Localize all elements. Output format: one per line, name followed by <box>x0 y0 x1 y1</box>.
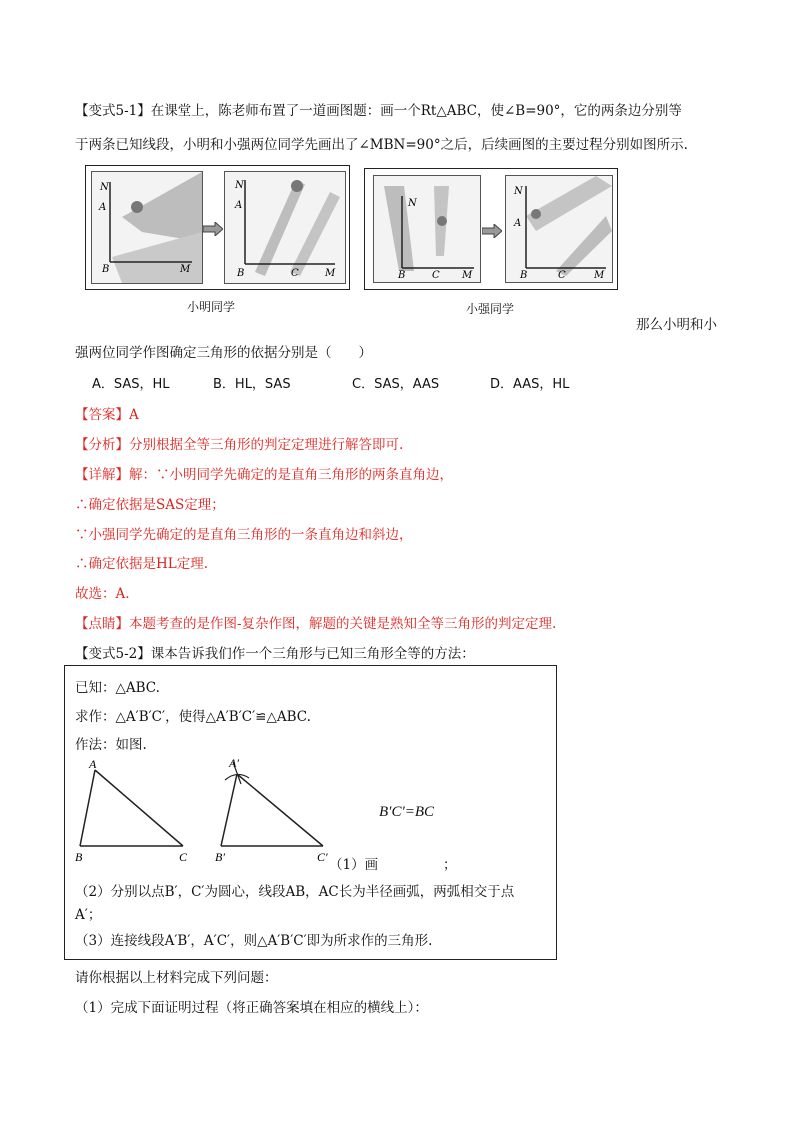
xiaoqiang-figure <box>364 168 618 290</box>
construction-box <box>64 665 557 960</box>
svg-text:M: M <box>462 270 473 281</box>
xiaoming-step1-photo <box>91 171 203 284</box>
label-b: B <box>75 850 83 864</box>
option-c[interactable]: C．SAS，AAS <box>352 377 440 392</box>
svg-text:B: B <box>398 270 406 281</box>
label-c2: C′ <box>317 850 328 864</box>
detail-line1: 【详解】解：∵小明同学先确定的是直角三角形的两条直角边， <box>75 467 453 483</box>
svg-text:B: B <box>520 270 528 281</box>
svg-text:A: A <box>514 218 522 229</box>
svg-text:A: A <box>235 200 243 211</box>
step1-line: （1）画 <box>329 857 379 873</box>
triangle-figures <box>75 758 345 868</box>
xiaoming-figure <box>85 165 350 290</box>
construct-line: 求作：△A′B′C′，使得△A′B′C′≌△ABC. <box>75 709 311 725</box>
option-a[interactable]: A．SAS，HL <box>92 377 170 392</box>
xiaoqiang-step1-photo <box>373 175 481 283</box>
step2-line-a: （2）分别以点B′，C′为圆心，线段AB，AC长为半径画弧，两弧相交于点 <box>75 884 515 900</box>
problem1-tail: 那么小明和小 <box>636 317 717 333</box>
svg-text:C: C <box>291 268 299 279</box>
right-arrow-icon <box>203 222 223 240</box>
method-line: 作法：如图. <box>75 737 147 753</box>
bc-equation: B′C′=BC <box>379 804 435 820</box>
svg-text:M: M <box>180 264 191 275</box>
svg-text:N: N <box>100 182 109 193</box>
right-arrow-icon <box>482 224 502 242</box>
option-d[interactable]: D．AAS，HL <box>490 377 570 392</box>
detail-line5: 故选：A. <box>75 586 130 602</box>
problem2-intro: 【变式5-2】课本告诉我们作一个三角形与已知三角形全等的方法： <box>75 646 475 662</box>
svg-text:C: C <box>432 270 440 281</box>
svg-text:N: N <box>235 180 244 191</box>
svg-text:M: M <box>325 268 336 279</box>
answer-line: 【答案】A <box>75 407 139 423</box>
label-c: C <box>179 850 188 864</box>
detail-line3: ∵小强同学先确定的是直角三角形的一条直角边和斜边， <box>75 527 413 543</box>
svg-text:B: B <box>102 264 110 275</box>
question-intro: 请你根据以上材料完成下列问题： <box>75 970 278 986</box>
question-1: （1）完成下面证明过程（将正确答案填在相应的横线上）： <box>75 1000 428 1016</box>
problem1-line2: 于两条已知线段，小明和小强两位同学先画出了∠MBN=90°之后，后续画图的主要过程分别如图所示. <box>75 137 688 153</box>
comment-line: 【点睛】本题考查的是作图-复杂作图，解题的关键是熟知全等三角形的判定定理. <box>75 616 557 632</box>
svg-text:N: N <box>408 198 417 209</box>
label-a2: A′ <box>229 758 239 770</box>
detail-line4: ∴确定依据是HL定理. <box>75 556 209 572</box>
svg-text:N: N <box>514 186 523 197</box>
label-b2: B′ <box>215 850 225 864</box>
xiaoming-caption: 小明同学 <box>187 300 236 314</box>
triangle-a2b2c2 <box>215 758 328 864</box>
xiaoqiang-caption: 小强同学 <box>466 302 515 316</box>
svg-text:M: M <box>594 270 605 281</box>
svg-text:A: A <box>99 202 107 213</box>
problem1-line1: 【变式5-1】在课堂上，陈老师布置了一道画图题：画一个Rt△ABC，使∠B=90°，它的两条边分别等 <box>75 103 682 119</box>
known-line: 已知：△ABC. <box>75 680 160 696</box>
svg-text:B: B <box>237 268 245 279</box>
problem1-line3: 强两位同学作图确定三角形的依据分别是（ ） <box>75 345 372 361</box>
triangle-abc <box>75 758 188 864</box>
step2-line-b: A′； <box>75 907 102 923</box>
label-a: A <box>89 758 97 771</box>
step3-line: （3）连接线段A′B′，A′C′，则△A′B′C′即为所求作的三角形. <box>75 933 433 949</box>
xiaoming-step2-photo <box>224 171 346 284</box>
option-b[interactable]: B．HL，SAS <box>213 377 291 392</box>
analysis-line: 【分析】分别根据全等三角形的判定定理进行解答即可. <box>75 437 404 453</box>
xiaoqiang-step2-photo <box>505 175 613 283</box>
step1-end: ； <box>443 857 457 873</box>
svg-text:C: C <box>558 270 566 281</box>
detail-line2: ∴确定依据是SAS定理； <box>75 497 225 513</box>
